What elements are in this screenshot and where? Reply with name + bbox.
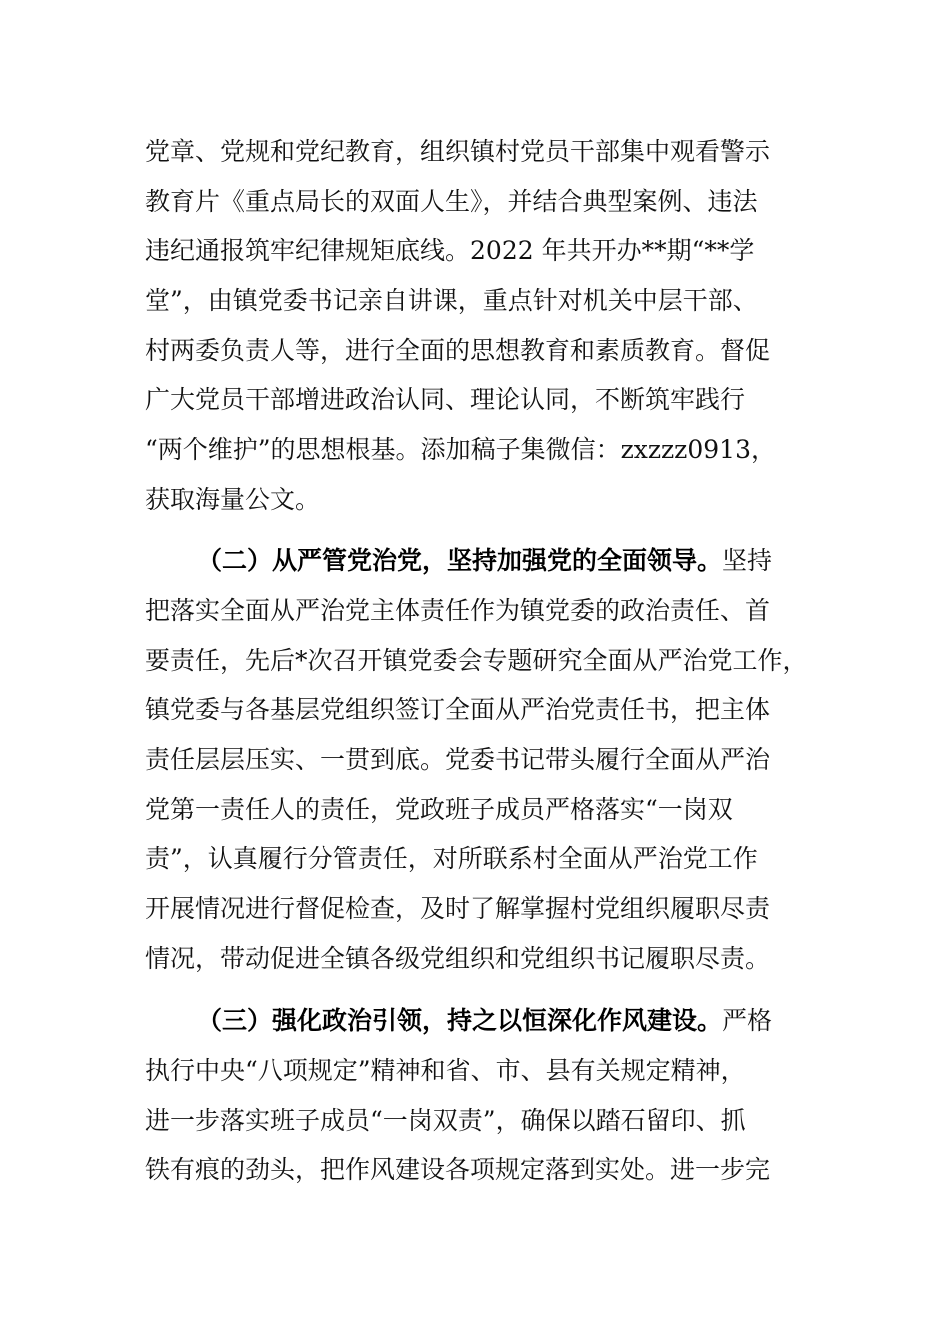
paragraph-3-line-3: 进一步落实班子成员“一岗双责”，确保以踏石留印、抓 [145, 1106, 746, 1135]
paragraph-1-line-2: 教育片《重点局长的双面人生》，并结合典型案例、违法 [145, 187, 758, 216]
paragraph-1-line-8: 获取海量公文。 [145, 485, 321, 514]
paragraph-3-line-4: 铁有痕的劲头，把作风建设各项规定落到实处。进一步完 [145, 1155, 771, 1184]
paragraph-3-first-line-text: 严格 [722, 1006, 773, 1035]
paragraph-3-line-2: 执行中央“八项规定”精神和省、市、县有关规定精神， [145, 1056, 746, 1085]
paragraph-1-line-4: 堂”，由镇党委书记亲自讲课，重点针对机关中层干部、 [145, 286, 758, 315]
section-heading-3: （三）强化政治引领，持之以恒深化作风建设。 [197, 1006, 723, 1035]
paragraph-1-line-1: 党章、党规和党纪教育，组织镇村党员干部集中观看警示 [145, 137, 771, 166]
paragraph-2-line-9: 情况，带动促进全镇各级党组织和党组织书记履职尽责。 [145, 944, 771, 973]
paragraph-3-first-line [197, 1006, 772, 1036]
paragraph-2-line-2: 把落实全面从严治党主体责任作为镇党委的政治责任、首 [145, 596, 771, 625]
paragraph-2-line-7: 责”，认真履行分管责任，对所联系村全面从严治党工作 [145, 844, 758, 873]
paragraph-2-line-3: 要责任，先后*次召开镇党委会专题研究全面从严治党工作， [145, 646, 808, 675]
paragraph-2-first-line [197, 546, 772, 576]
paragraph-2-line-5: 责任层层压实、一贯到底。党委书记带头履行全面从严治 [145, 745, 771, 774]
paragraph-1-line-7: “两个维护”的思想根基。添加稿子集微信：zxzzz0913， [145, 435, 776, 464]
paragraph-2-first-line-text: 坚持 [722, 546, 773, 575]
paragraph-2-line-4: 镇党委与各基层党组织签订全面从严治党责任书，把主体 [145, 695, 771, 724]
paragraph-1-line-5: 村两委负责人等，进行全面的思想教育和素质教育。督促 [145, 336, 771, 365]
paragraph-1-line-3: 违纪通报筑牢纪律规矩底线。2022 年共开办**期“**学 [145, 236, 755, 265]
paragraph-2-line-6: 党第一责任人的责任，党政班子成员严格落实“一岗双 [145, 795, 733, 824]
section-heading-2: （二）从严管党治党，坚持加强党的全面领导。 [197, 546, 723, 575]
paragraph-1-line-6: 广大党员干部增进政治认同、理论认同，不断筑牢践行 [145, 385, 746, 414]
paragraph-2-line-8: 开展情况进行督促检查，及时了解掌握村党组织履职尽责 [145, 894, 771, 923]
